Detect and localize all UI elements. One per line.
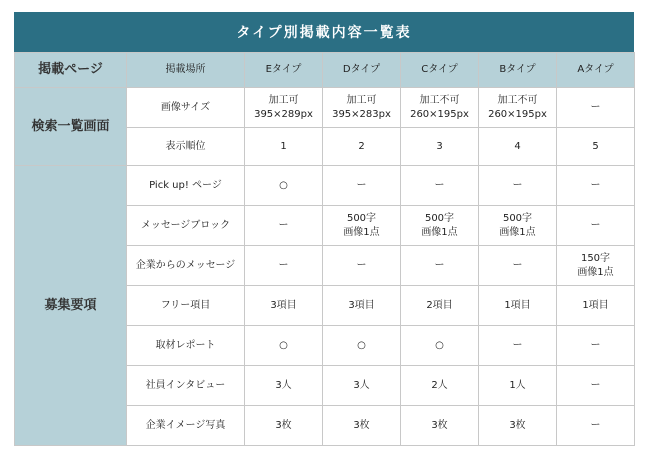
cell-value-line: 2人 — [431, 379, 448, 391]
cell-value-line: 5 — [592, 140, 599, 152]
header-section: 掲載ページ — [15, 53, 127, 88]
cell-value-line: 260×195px — [488, 108, 547, 120]
not-available-dash: ー — [512, 179, 523, 191]
table-row — [15, 166, 635, 206]
cell-type-e — [245, 326, 323, 366]
cell-type-a — [557, 406, 635, 446]
cell-value-line: 3枚 — [509, 419, 526, 431]
cell-type-b — [479, 366, 557, 406]
cell-type-d — [323, 406, 401, 446]
cell-value-line: 1 — [280, 140, 287, 152]
cell-type-b — [479, 88, 557, 128]
not-available-dash: ー — [434, 179, 445, 191]
cell-value-line: 加工可 — [268, 94, 299, 106]
not-available-dash: ー — [356, 179, 367, 191]
cell-type-c — [401, 406, 479, 446]
row-item-label: メッセージブロック — [127, 206, 245, 246]
cell-type-a — [557, 128, 635, 166]
not-available-dash: ー — [590, 379, 601, 391]
cell-value-line: 3枚 — [353, 419, 370, 431]
header-type-d: Dタイプ — [323, 53, 401, 88]
cell-value-line: 500字 — [424, 212, 455, 224]
header-row — [15, 53, 635, 88]
cell-value-line: 加工不可 — [497, 94, 538, 106]
cell-type-a — [557, 246, 635, 286]
cell-type-b — [479, 286, 557, 326]
cell-type-c — [401, 246, 479, 286]
cell-value-line: 3項目 — [270, 299, 297, 311]
cell-type-d — [323, 286, 401, 326]
cell-value-line: 3項目 — [348, 299, 375, 311]
cell-type-b — [479, 128, 557, 166]
cell-value-line: 1人 — [509, 379, 526, 391]
cell-type-b — [479, 246, 557, 286]
cell-type-c — [401, 286, 479, 326]
not-available-dash: ー — [512, 339, 523, 351]
cell-value-line: 2項目 — [426, 299, 453, 311]
section-label: 検索一覧画面 — [15, 88, 127, 166]
not-available-dash: ー — [278, 259, 289, 271]
cell-type-e — [245, 206, 323, 246]
cell-type-a — [557, 206, 635, 246]
cell-type-c — [401, 206, 479, 246]
cell-type-a — [557, 286, 635, 326]
cell-type-b — [479, 326, 557, 366]
not-available-dash: ー — [590, 179, 601, 191]
cell-type-b — [479, 166, 557, 206]
header-type-c: Cタイプ — [401, 53, 479, 88]
cell-value-line: 2 — [358, 140, 365, 152]
comparison-table-container — [14, 12, 634, 446]
cell-value-line: 画像1点 — [499, 226, 536, 238]
row-item-label: 表示順位 — [127, 128, 245, 166]
not-available-dash: ー — [278, 219, 289, 231]
cell-value-line: 加工可 — [346, 94, 377, 106]
cell-value-line: 3 — [436, 140, 443, 152]
cell-value-line: 1項目 — [582, 299, 609, 311]
not-available-dash: ー — [590, 419, 601, 431]
row-item-label: 企業からのメッセージ — [127, 246, 245, 286]
row-item-label: 画像サイズ — [127, 88, 245, 128]
cell-type-d — [323, 366, 401, 406]
available-circle-mark: ○ — [279, 339, 288, 351]
cell-type-d — [323, 88, 401, 128]
cell-type-e — [245, 166, 323, 206]
not-available-dash: ー — [590, 101, 601, 113]
table-body — [15, 88, 635, 446]
not-available-dash: ー — [434, 259, 445, 271]
cell-type-c — [401, 128, 479, 166]
cell-type-d — [323, 166, 401, 206]
cell-value-line: 3枚 — [275, 419, 292, 431]
cell-type-e — [245, 286, 323, 326]
cell-type-e — [245, 366, 323, 406]
section-label: 募集要項 — [15, 166, 127, 446]
row-item-label: 取材レポート — [127, 326, 245, 366]
cell-type-c — [401, 88, 479, 128]
cell-value-line: 3枚 — [431, 419, 448, 431]
cell-value-line: 500字 — [502, 212, 533, 224]
cell-type-e — [245, 88, 323, 128]
not-available-dash: ー — [512, 259, 523, 271]
cell-value-line: 1項目 — [504, 299, 531, 311]
cell-type-a — [557, 166, 635, 206]
header-type-a: Aタイプ — [557, 53, 635, 88]
available-circle-mark: ○ — [357, 339, 366, 351]
cell-value-line: 4 — [514, 140, 521, 152]
table-title: タイプ別掲載内容一覧表 — [14, 12, 634, 52]
cell-value-line: 395×289px — [254, 108, 313, 120]
cell-type-c — [401, 166, 479, 206]
not-available-dash: ー — [356, 259, 367, 271]
cell-type-d — [323, 128, 401, 166]
cell-type-d — [323, 206, 401, 246]
header-type-b: Bタイプ — [479, 53, 557, 88]
row-item-label: Pick up! ページ — [127, 166, 245, 206]
cell-type-e — [245, 128, 323, 166]
cell-type-d — [323, 246, 401, 286]
cell-value-line: 260×195px — [410, 108, 469, 120]
cell-type-a — [557, 366, 635, 406]
type-comparison-table — [14, 52, 635, 446]
cell-value-line: 3人 — [275, 379, 292, 391]
cell-type-c — [401, 326, 479, 366]
cell-value-line: 150字 — [580, 252, 611, 264]
cell-type-b — [479, 206, 557, 246]
cell-type-d — [323, 326, 401, 366]
cell-type-a — [557, 326, 635, 366]
header-type-e: Eタイプ — [245, 53, 323, 88]
cell-value-line: 395×283px — [332, 108, 391, 120]
cell-type-a — [557, 88, 635, 128]
not-available-dash: ー — [590, 339, 601, 351]
available-circle-mark: ○ — [279, 179, 288, 191]
cell-type-c — [401, 366, 479, 406]
header-location: 掲載場所 — [127, 53, 245, 88]
cell-value-line: 3人 — [353, 379, 370, 391]
row-item-label: 企業イメージ写真 — [127, 406, 245, 446]
cell-type-e — [245, 406, 323, 446]
cell-value-line: 加工不可 — [419, 94, 460, 106]
row-item-label: 社員インタビュー — [127, 366, 245, 406]
available-circle-mark: ○ — [435, 339, 444, 351]
table-row — [15, 88, 635, 128]
cell-type-e — [245, 246, 323, 286]
cell-value-line: 500字 — [346, 212, 377, 224]
not-available-dash: ー — [590, 219, 601, 231]
cell-type-b — [479, 406, 557, 446]
cell-value-line: 画像1点 — [343, 226, 380, 238]
cell-value-line: 画像1点 — [421, 226, 458, 238]
cell-value-line: 画像1点 — [577, 266, 614, 278]
row-item-label: フリー項目 — [127, 286, 245, 326]
